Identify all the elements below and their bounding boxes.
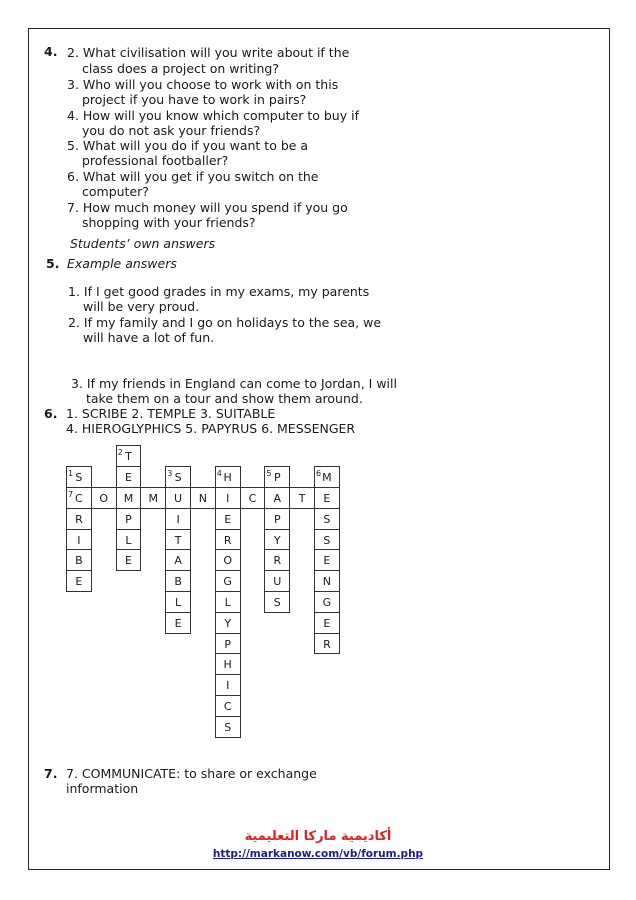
crossword-cell — [314, 529, 340, 551]
crossword-cell — [215, 612, 241, 634]
crossword-cell — [165, 549, 191, 571]
crossword-letter: N — [322, 575, 332, 589]
crossword-cell — [66, 549, 92, 571]
crossword-cell — [215, 466, 241, 488]
ex4-line: 6. What will you get if you switch on the — [67, 169, 319, 184]
ex7-line2: information — [66, 781, 139, 796]
crossword-cell — [215, 549, 241, 571]
crossword-cell — [116, 487, 142, 509]
crossword-cell — [314, 466, 340, 488]
ex6-answers-line2: 4. HIEROGLYPHICS 5. PAPYRUS 6. MESSENGER — [66, 421, 356, 436]
exercise-7-number: 7. — [44, 766, 58, 781]
crossword-letter: T — [125, 450, 132, 464]
crossword-letter: S — [323, 533, 331, 547]
crossword-cell — [215, 570, 241, 592]
crossword-cell — [314, 633, 340, 655]
crossword-cell — [215, 633, 241, 655]
exercise-6-number: 6. — [44, 406, 58, 421]
ex5-line: will have a lot of fun. — [83, 330, 215, 345]
crossword-letter: Y — [273, 533, 281, 547]
ex4-line: 4. How will you know which computer to buy if — [67, 108, 359, 123]
footer-academy-name: أكاديمية ماركا التعليمية — [244, 829, 392, 844]
crossword-letter: M — [123, 492, 134, 505]
crossword-letter: L — [224, 596, 231, 609]
crossword-cell — [116, 508, 142, 530]
ex5-line: take them on a tour and show them around. — [86, 391, 363, 406]
crossword-letter: U — [174, 492, 183, 505]
crossword-cell — [289, 487, 315, 509]
ex4-line: computer? — [82, 184, 149, 199]
crossword-letter: E — [323, 616, 331, 630]
crossword-cell — [314, 487, 340, 509]
crossword-letter: E — [174, 616, 182, 630]
crossword-clue-number: 3 — [167, 469, 173, 479]
crossword-letter: T — [174, 533, 182, 547]
crossword-cell — [116, 445, 142, 467]
crossword-clue-number: 5 — [266, 469, 272, 479]
exercise-5-number: 5. — [46, 256, 60, 271]
crossword-cell — [215, 529, 241, 551]
crossword-cell — [66, 487, 92, 509]
ex5-line: will be very proud. — [83, 299, 200, 314]
crossword-letter: E — [75, 575, 83, 589]
crossword-cell — [264, 508, 290, 530]
crossword-cell — [165, 487, 191, 509]
crossword-letter: A — [174, 554, 182, 568]
crossword-letter: O — [99, 492, 109, 505]
ex4-line: professional footballer? — [82, 153, 229, 168]
crossword-cell — [264, 529, 290, 551]
crossword-letter: S — [323, 512, 331, 526]
crossword-letter: P — [273, 471, 281, 485]
ex5-heading: Example answers — [67, 256, 177, 271]
crossword-cell — [165, 570, 191, 592]
crossword-letter: S — [224, 720, 232, 734]
crossword-letter: U — [273, 575, 282, 589]
crossword-letter: I — [226, 492, 230, 505]
crossword-letter: M — [148, 492, 159, 505]
crossword-letter: P — [125, 512, 132, 526]
crossword-letter: E — [125, 554, 132, 568]
crossword-letter: I — [77, 533, 81, 547]
crossword-cell — [66, 570, 92, 592]
crossword-cell — [66, 529, 92, 551]
crossword-cell — [116, 549, 142, 571]
ex4-line: 2. What civilisation will you write about if the — [67, 45, 350, 60]
ex4-line: 3. Who will you choose to work with on this — [67, 77, 339, 92]
ex4-line: class does a project on writing? — [82, 61, 279, 76]
crossword-letter: E — [224, 512, 232, 526]
ex4-line: 7. How much money will you spend if you go — [67, 200, 348, 215]
crossword-letter: R — [323, 637, 331, 651]
crossword-cell — [116, 466, 142, 488]
crossword-letter: C — [75, 492, 83, 505]
crossword-cell — [215, 591, 241, 613]
crossword-cell — [215, 487, 241, 509]
crossword-cell — [240, 487, 266, 509]
crossword-letter: E — [323, 554, 331, 568]
crossword-letter: B — [174, 575, 182, 589]
crossword-cell — [314, 612, 340, 634]
ex5-line: 2. If my family and I go on holidays to the sea, we — [68, 315, 382, 330]
crossword-cell — [215, 695, 241, 717]
crossword-letter: Y — [224, 616, 232, 630]
crossword-letter: S — [75, 471, 83, 485]
crossword-cell — [314, 508, 340, 530]
crossword-letter: S — [174, 471, 182, 485]
crossword-letter: S — [273, 596, 281, 609]
crossword-cell — [66, 508, 92, 530]
crossword-cell — [264, 570, 290, 592]
crossword-letter: H — [223, 471, 232, 485]
crossword-clue-number: 1 — [68, 469, 74, 479]
crossword-cell — [116, 529, 142, 551]
crossword-letter: B — [75, 554, 83, 568]
ex6-answers-line1: 1. SCRIBE 2. TEMPLE 3. SUITABLE — [66, 406, 276, 421]
ex7-line1: 7. COMMUNICATE: to share or exchange — [66, 766, 317, 781]
crossword-letter: R — [273, 554, 282, 568]
crossword-cell — [264, 591, 290, 613]
crossword-letter: N — [198, 492, 208, 505]
crossword-cell — [215, 674, 241, 696]
crossword-letter: H — [223, 658, 232, 672]
ex4-line: you do not ask your friends? — [82, 123, 261, 138]
crossword-letter: A — [273, 492, 282, 505]
crossword-letter: L — [175, 596, 182, 609]
crossword-letter: E — [125, 471, 132, 485]
crossword-cell — [215, 508, 241, 530]
crossword-letter: C — [248, 492, 257, 505]
crossword-letter: I — [226, 679, 230, 693]
crossword-letter: P — [224, 637, 232, 651]
crossword-cell — [314, 570, 340, 592]
crossword-letter: E — [323, 492, 331, 505]
crossword-cell — [190, 487, 216, 509]
crossword-letter: T — [298, 492, 306, 505]
crossword-clue-number: 7 — [68, 490, 74, 499]
crossword-letter: L — [125, 533, 132, 547]
crossword-cell — [140, 487, 166, 509]
ex5-line: 1. If I get good grades in my exams, my parents — [68, 284, 370, 299]
ex4-line: shopping with your friends? — [82, 215, 256, 230]
crossword-letter: M — [322, 471, 332, 485]
crossword-letter: O — [223, 554, 233, 568]
ex4-line: project if you have to work in pairs? — [82, 92, 307, 107]
crossword-cell — [165, 508, 191, 530]
crossword-clue-number: 4 — [216, 469, 222, 479]
exercise-4-number: 4. — [44, 44, 58, 59]
crossword-letter: P — [273, 512, 281, 526]
crossword-letter: G — [322, 596, 332, 609]
ex4-line: 5. What will you do if you want to be a — [67, 138, 309, 153]
crossword-letter: G — [223, 575, 232, 589]
crossword-letter: R — [75, 512, 83, 526]
crossword-cell — [314, 549, 340, 571]
ex4-note: Students’ own answers — [70, 236, 216, 251]
crossword-cell — [165, 591, 191, 613]
crossword-clue-number: 6 — [316, 469, 322, 479]
crossword-cell — [215, 716, 241, 738]
crossword-cell — [165, 529, 191, 551]
crossword-cell — [264, 466, 290, 488]
crossword-cell — [165, 612, 191, 634]
crossword-letter: R — [223, 533, 232, 547]
ex5-line: 3. If my friends in England can come to Jordan, I will — [71, 376, 397, 391]
crossword-cell — [91, 487, 117, 509]
crossword-cell — [264, 549, 290, 571]
crossword-letter: C — [223, 700, 232, 713]
crossword-letter: I — [176, 512, 180, 526]
crossword-cell — [215, 653, 241, 675]
crossword-cell — [314, 591, 340, 613]
crossword-cell — [264, 487, 290, 509]
crossword-cell — [165, 466, 191, 488]
crossword-clue-number: 2 — [117, 448, 123, 458]
footer-forum-link[interactable]: http://markanow.com/vb/forum.php — [212, 848, 424, 860]
